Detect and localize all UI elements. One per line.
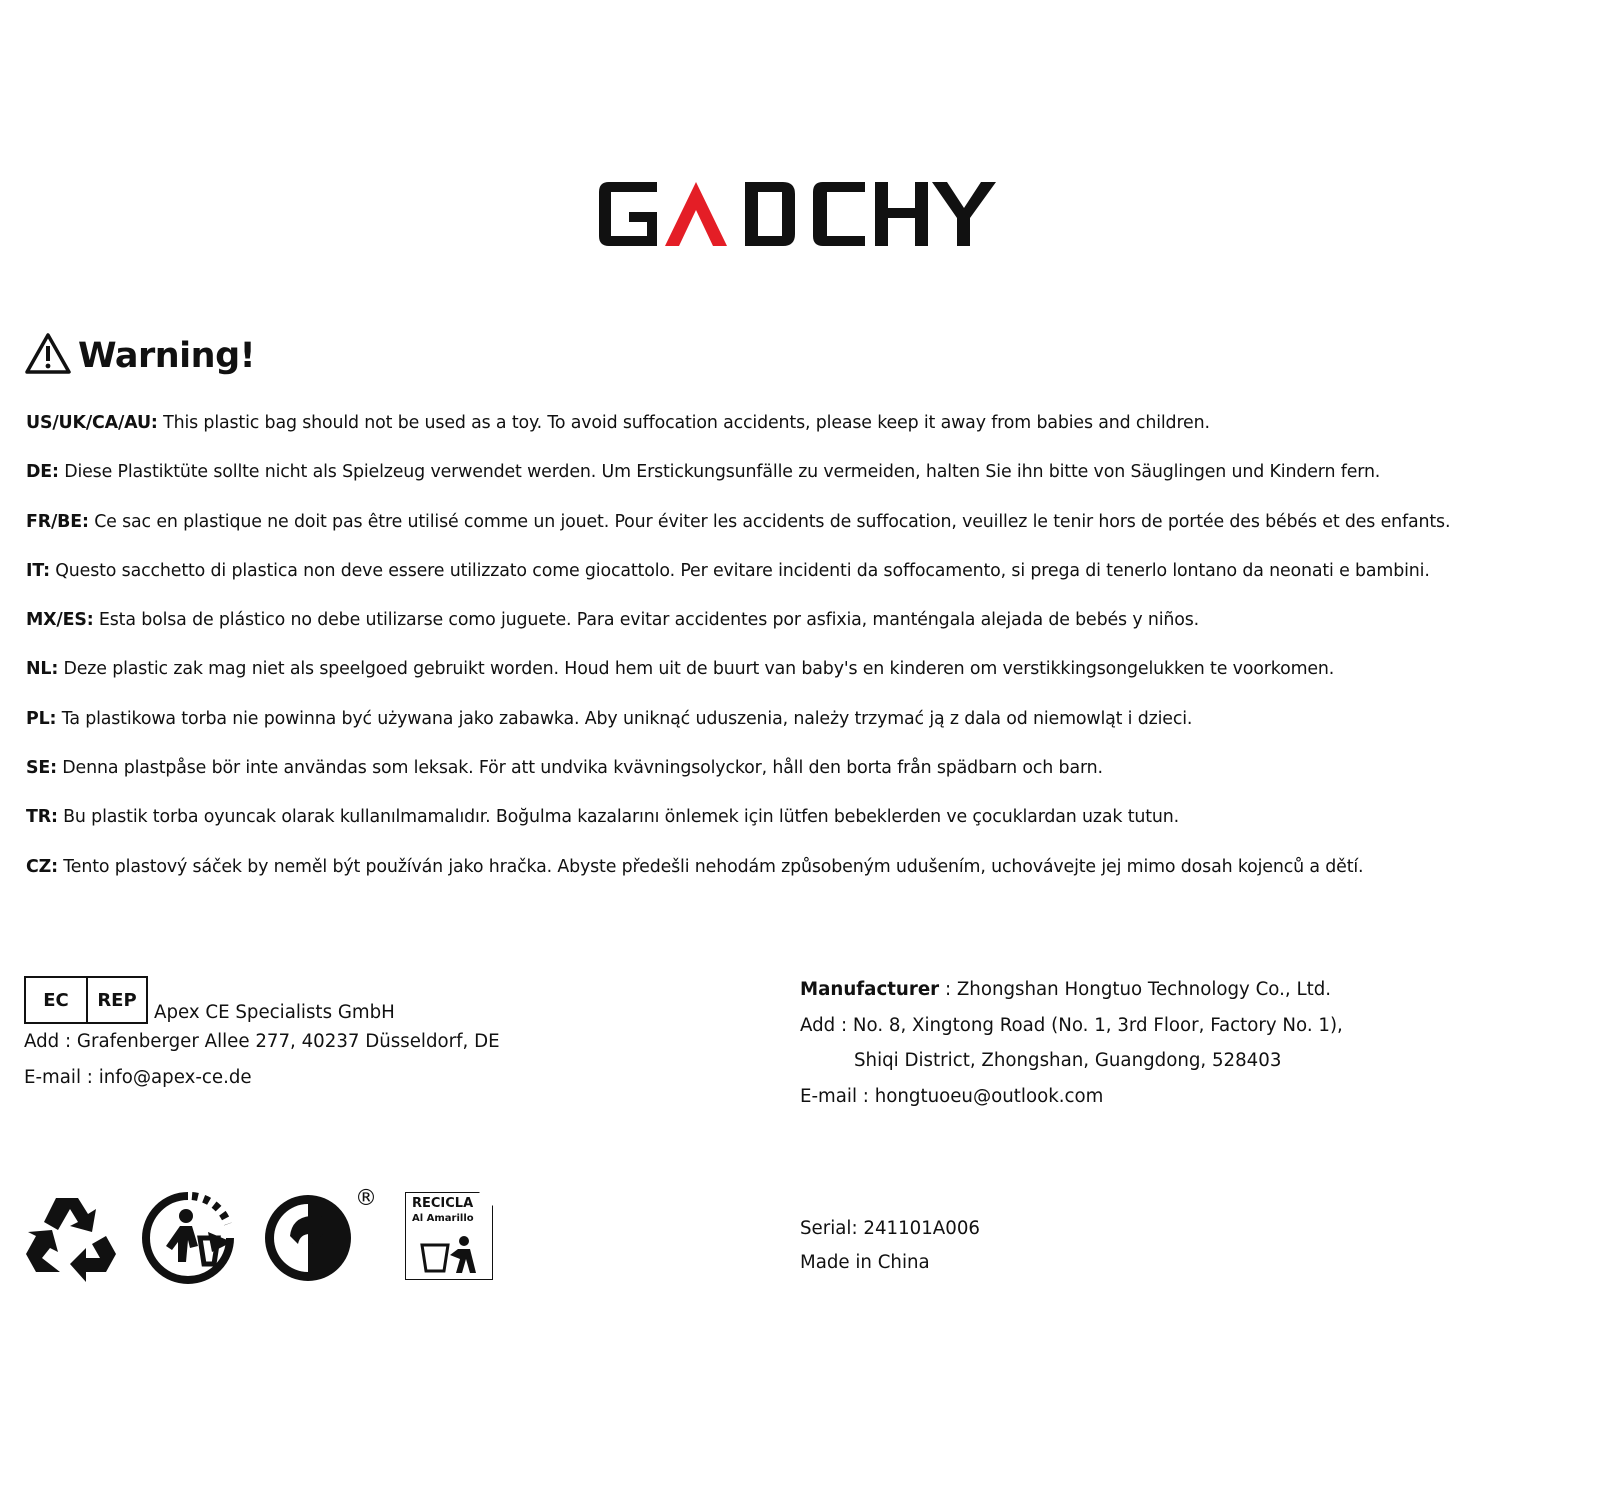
warning-line-de: DE: Diese Plastiktüte sollte nicht als Spielzeug verwendet werden. Um Erstickungsunfälle zu vermeiden, halten Sie ihn bitte von Säuglingen und Kindern fern.	[26, 462, 1381, 483]
manufacturer-address-line2: Shiqi District, Zhongshan, Guangdong, 528403	[854, 1050, 1282, 1071]
recycle-icon	[22, 1192, 118, 1288]
warning-line-it: IT: Questo sacchetto di plastica non deve essere utilizzato come giocattolo. Per evitare incidenti da soffocamento, si prega di tenerlo lontano da neonati e bambini.	[26, 560, 1430, 581]
ec-rep-name: Apex CE Specialists GmbH	[154, 1002, 395, 1023]
recicla-label: RECICLA	[412, 1196, 474, 1211]
ec-rep-block	[24, 976, 500, 1096]
country-of-origin: Made in China	[800, 1252, 930, 1273]
manufacturer-label: Manufacturer	[800, 979, 940, 1000]
warning-title: Warning!	[78, 336, 256, 376]
ec-rep-badge	[24, 976, 148, 1024]
manufacturer-address-line1: Add : No. 8, Xingtong Road (No. 1, 3rd Floor, Factory No. 1),	[800, 1014, 1343, 1036]
registered-mark: ®	[355, 1186, 377, 1211]
warning-line-pl: PL: Ta plastikowa torba nie powinna być używana jako zabawka. Aby uniknąć uduszenia, należy trzymać ją z dala od niemowląt i dzieci.	[26, 708, 1193, 729]
recicla-al-amarillo-badge	[405, 1192, 493, 1280]
warning-line-cz: CZ: Tento plastový sáček by neměl být používán jako hračka. Abyste předešli nehodám způsobeným udušením, uchovávejte jej mimo dosah kojenců a dětí.	[26, 856, 1364, 877]
manufacturer-block	[800, 972, 1343, 1114]
warning-line-nl: NL: Deze plastic zak mag niet als speelgoed gebruikt worden. Houd hem uit de buurt van baby's en kinderen om verstikkingsongelukken te voorkomen.	[26, 659, 1335, 680]
brand-logo	[595, 178, 1005, 250]
ec-rep-email: E-mail : info@apex-ce.de	[24, 1067, 252, 1088]
ec-rep-address: Add : Grafenberger Allee 277, 40237 Düsseldorf, DE	[24, 1031, 500, 1052]
serial-block	[800, 1212, 980, 1280]
green-dot-icon	[262, 1192, 358, 1288]
amarillo-label: Al Amarillo	[412, 1213, 474, 1224]
warning-line-tr: TR: Bu plastik torba oyuncak olarak kullanılmamalıdır. Boğulma kazalarını önlemek için lütfen bebeklerden ve çocuklardan uzak tutun.	[26, 807, 1180, 828]
manufacturer-name: : Zhongshan Hongtuo Technology Co., Ltd.	[939, 979, 1332, 1000]
warning-triangle-icon	[24, 332, 72, 380]
tidyman-recycle-icon	[142, 1192, 238, 1288]
bin-icon	[418, 1235, 482, 1279]
serial-number: Serial: 241101A006	[800, 1218, 980, 1239]
warning-line-se: SE: Denna plastpåse bör inte användas som leksak. För att undvika kvävningsolyckor, håll den borta från spädbarn och barn.	[26, 758, 1103, 779]
warning-line-es: MX/ES: Esta bolsa de plástico no debe utilizarse como juguete. Para evitar accidentes por asfixia, manténgala alejada de bebés y niños.	[26, 610, 1200, 631]
rep-label: REP	[97, 989, 137, 1011]
warning-heading	[24, 332, 255, 380]
ec-label: EC	[26, 978, 88, 1022]
warning-list	[26, 410, 1591, 903]
warning-line-us: US/UK/CA/AU: This plastic bag should not be used as a toy. To avoid suffocation accidents, please keep it away from babies and children.	[26, 413, 1210, 433]
manufacturer-email: E-mail : hongtuoeu@outlook.com	[800, 1085, 1104, 1107]
warning-line-fr: FR/BE: Ce sac en plastique ne doit pas être utilisé comme un jouet. Pour éviter les accidents de suffocation, veuillez le tenir hors de portée des bébés et des enfants.	[26, 511, 1451, 532]
